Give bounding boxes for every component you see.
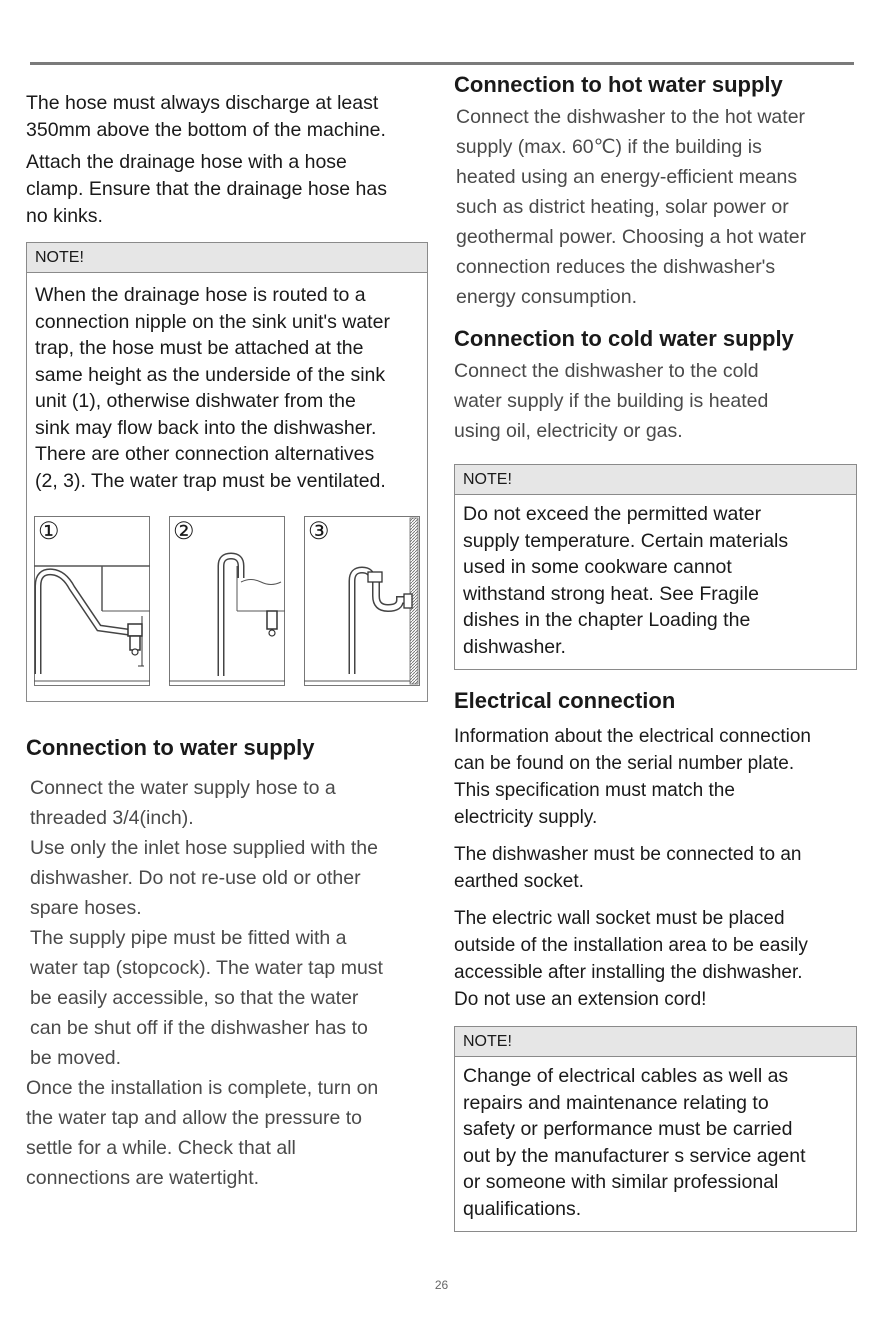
section-cold-water — [454, 326, 864, 446]
note-line: safety or performance must be carried — [463, 1118, 793, 1140]
water-supply-line: the water tap and allow the pressure to — [26, 1107, 363, 1129]
note-line: or someone with similar professional — [463, 1171, 779, 1193]
water-supply-line: dishwasher. Do not re-use old or other — [30, 867, 361, 889]
note-line: withstand strong heat. See Fragile — [463, 582, 759, 605]
electrical-line: earthed socket. — [454, 871, 584, 892]
note-line: connection nipple on the sink unit's water — [35, 310, 390, 333]
section-hot-water — [454, 72, 864, 312]
note-line: trap, the hose must be attached at the — [35, 337, 364, 359]
electrical-line: can be found on the serial number plate. — [454, 753, 795, 774]
electrical-line: accessible after installing the dishwasher. — [454, 962, 803, 983]
section-water-supply — [26, 735, 446, 1193]
note-header: NOTE! — [455, 1027, 856, 1057]
electrical-line: The dishwasher must be connected to an — [454, 844, 802, 865]
water-supply-line: be easily accessible, so that the water — [30, 987, 359, 1009]
water-supply-line: water tap (stopcock). The water tap must — [30, 957, 383, 979]
drain-figures — [34, 516, 419, 686]
note-line: supply temperature. Certain materials — [463, 529, 789, 552]
water-supply-line: Use only the inlet hose supplied with the — [30, 837, 378, 859]
water-supply-line: settle for a while. Check that all — [26, 1137, 296, 1159]
note-line: sink may flow back into the dishwasher. — [35, 416, 377, 439]
electrical-line: Do not use an extension cord! — [454, 989, 707, 1010]
heading-cold-water: Connection to cold water supply — [454, 326, 794, 351]
water-supply-body-2 — [26, 1073, 446, 1193]
water-supply-line: Connect the water supply hose to a — [30, 777, 336, 799]
hot-water-line: geothermal power. Choosing a hot water — [456, 226, 807, 248]
note-body — [27, 273, 427, 498]
note-header: NOTE! — [455, 465, 856, 495]
figure-label-2: ② — [173, 518, 195, 545]
note-line: When the drainage hose is routed to a — [35, 284, 366, 306]
water-supply-line: threaded 3/4(inch). — [30, 807, 194, 829]
note-line: (2, 3). The water trap must be ventilated. — [35, 469, 386, 492]
figure-label-3: ③ — [308, 518, 330, 545]
note-temperature — [454, 464, 857, 670]
note-header: NOTE! — [27, 243, 427, 273]
heading-electrical: Electrical connection — [454, 688, 676, 713]
water-supply-line: The supply pipe must be fitted with a — [30, 927, 347, 949]
figure-label-1: ① — [38, 518, 60, 545]
intro-line: 350mm above the bottom of the machine. — [26, 119, 386, 141]
cold-water-line: Connect the dishwasher to the cold — [454, 360, 759, 382]
intro-line: no kinks. — [26, 205, 103, 227]
water-supply-line: spare hoses. — [30, 897, 142, 919]
note-body — [455, 1057, 856, 1226]
section-electrical — [454, 688, 874, 1013]
electrical-line: outside of the installation area to be easily — [454, 935, 808, 956]
water-supply-line: be moved. — [30, 1047, 122, 1069]
top-rule — [30, 62, 854, 65]
hot-water-line: Connect the dishwasher to the hot water — [456, 106, 806, 128]
cold-water-body — [454, 356, 864, 446]
intro-line: The hose must always discharge at least — [26, 92, 379, 114]
drain-intro — [26, 90, 436, 230]
note-line: dishes in the chapter Loading the — [463, 609, 751, 631]
note-line: out by the manufacturer s service agent — [463, 1144, 806, 1167]
water-supply-line: can be shut off if the dishwasher has to — [30, 1017, 368, 1039]
electrical-body — [454, 723, 874, 1013]
electrical-line: The electric wall socket must be placed — [454, 908, 785, 929]
hot-water-body — [454, 102, 864, 312]
hot-water-line: supply (max. 60℃) if the building is — [456, 136, 762, 158]
hot-water-line: connection reduces the dishwasher's — [456, 256, 776, 278]
electrical-line: electricity supply. — [454, 807, 598, 828]
hot-water-line: heated using an energy-efficient means — [456, 166, 798, 188]
cold-water-line: water supply if the building is heated — [454, 390, 769, 412]
hot-water-line: energy consumption. — [456, 286, 638, 308]
note-electrical — [454, 1026, 857, 1232]
intro-line: clamp. Ensure that the drainage hose has — [26, 178, 387, 200]
note-line: qualifications. — [463, 1197, 582, 1220]
hot-water-line: such as district heating, solar power or — [456, 196, 789, 218]
note-line: dishwasher. — [463, 635, 566, 658]
intro-line: Attach the drainage hose with a hose — [26, 151, 347, 173]
heading-hot-water: Connection to hot water supply — [454, 72, 783, 97]
note-line: Change of electrical cables as well as — [463, 1065, 789, 1087]
note-line: repairs and maintenance relating to — [463, 1091, 769, 1114]
note-line: Do not exceed the permitted water — [463, 503, 762, 525]
note-line: used in some cookware cannot — [463, 556, 732, 578]
electrical-line: Information about the electrical connection — [454, 726, 811, 747]
heading-water-supply: Connection to water supply — [26, 735, 315, 760]
note-line: unit (1), otherwise dishwater from the — [35, 390, 356, 412]
water-supply-line: Once the installation is complete, turn on — [26, 1077, 379, 1099]
water-supply-line: connections are watertight. — [26, 1167, 260, 1189]
water-supply-body — [26, 773, 446, 1073]
electrical-line: This specification must match the — [454, 780, 735, 801]
note-line: There are other connection alternatives — [35, 443, 375, 465]
note-line: same height as the underside of the sink — [35, 363, 386, 386]
note-body — [455, 495, 856, 664]
page-number: 26 — [434, 1278, 449, 1292]
cold-water-line: using oil, electricity or gas. — [454, 420, 683, 442]
